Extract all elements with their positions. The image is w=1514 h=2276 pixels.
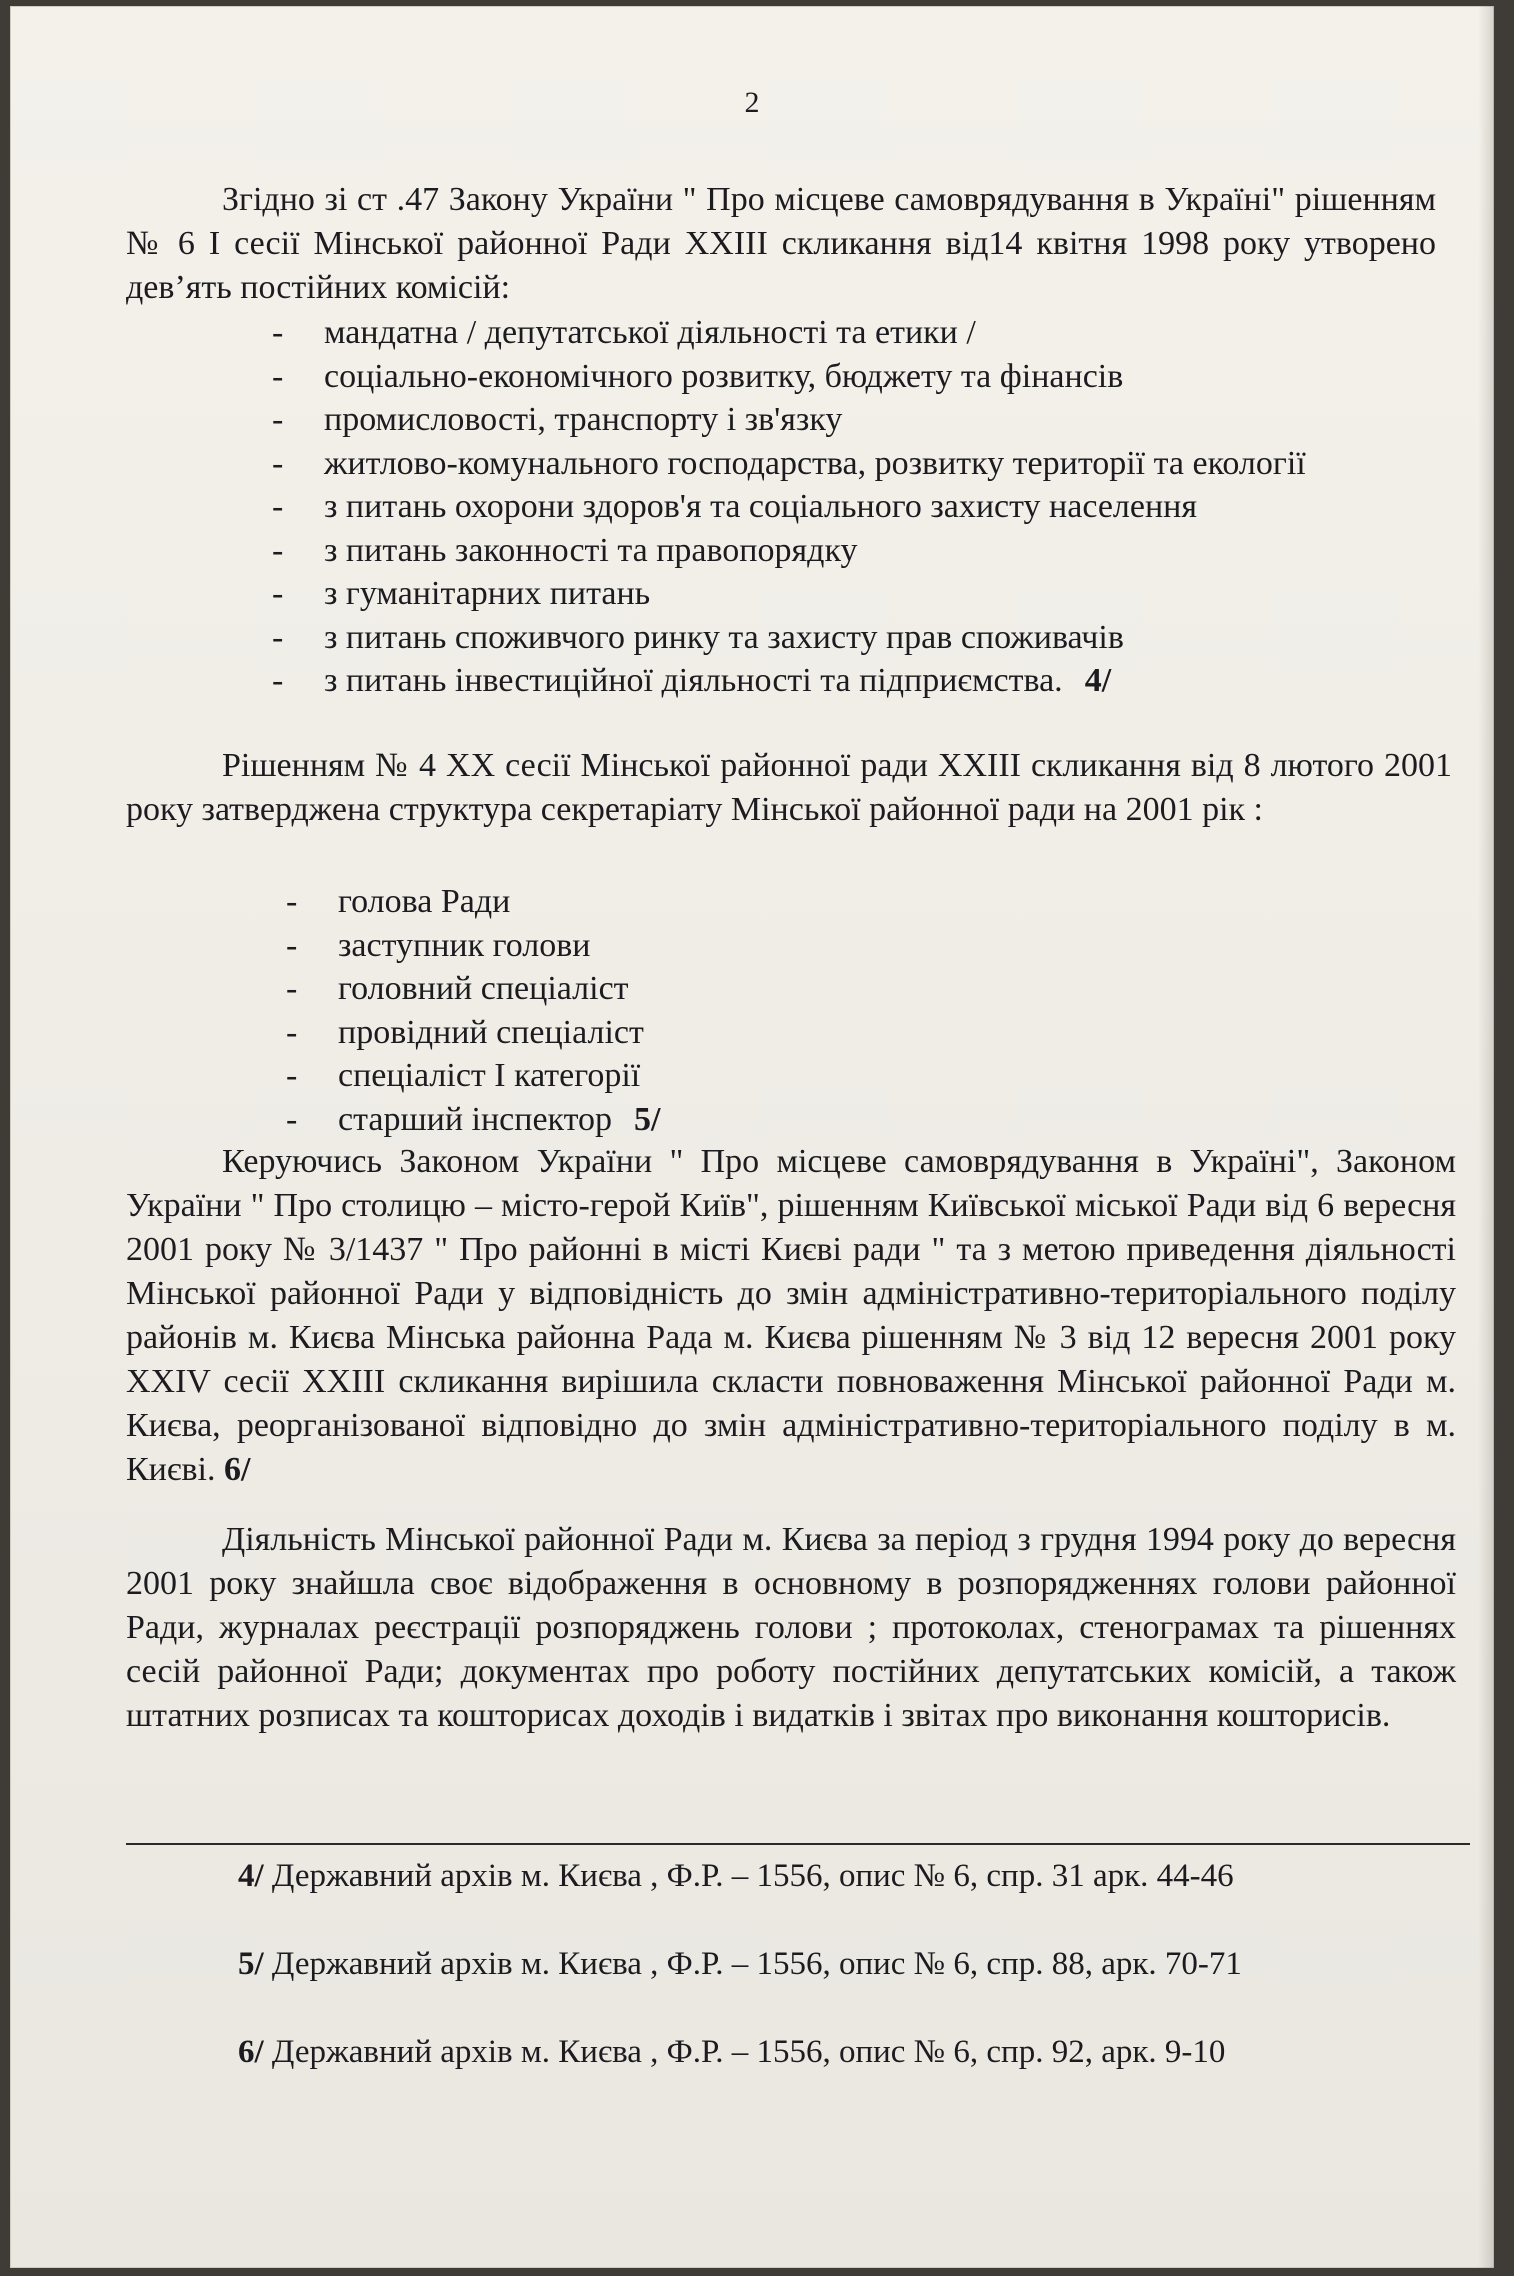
- dash-marker: -: [286, 1057, 298, 1094]
- dash-marker: -: [272, 357, 284, 395]
- footnote-ref: 4/: [238, 1858, 264, 1894]
- list-item-text: заступник голови: [338, 926, 591, 964]
- list-item-text: мандатна / депутатської діяльності та етики /: [324, 314, 976, 351]
- list-item: [272, 442, 1422, 486]
- list-item: [272, 398, 1422, 442]
- footnote-ref: 5/: [634, 1100, 661, 1138]
- list-item-text: з питань охорони здоров'я та соціального захисту населення: [324, 488, 1198, 525]
- list-item-text: з питань споживчого ринку та захисту прав споживачів: [324, 618, 1124, 656]
- footnote-6: [238, 2032, 1225, 2072]
- dash-marker: -: [272, 488, 284, 525]
- footnote-text: Державний архів м. Києва , Ф.Р. – 1556, опис № 6, спр. 88, арк. 70-71: [271, 1946, 1242, 1982]
- list-item-text: соціально-економічного розвитку, бюджету та фінансів: [324, 357, 1124, 395]
- list-item-text: з питань законності та правопорядку: [324, 531, 858, 569]
- dash-marker: -: [286, 970, 298, 1007]
- footnote-ref-6: 6/: [223, 1451, 251, 1488]
- list-item-text: житлово-комунального господарства, розвитку території та екології: [324, 444, 1306, 482]
- list-item-text: голова Ради: [338, 883, 511, 920]
- list-item: [272, 485, 1422, 529]
- secretariat-list: [286, 880, 1186, 1141]
- commissions-list: [272, 311, 1422, 703]
- list-item: [286, 1011, 1186, 1055]
- footnote-ref: 4/: [1084, 662, 1112, 699]
- paragraph-secretariat-intro: [126, 744, 1452, 832]
- dash-marker: -: [272, 531, 284, 569]
- list-item-text: з питань інвестиційної діяльності та підприємства.: [324, 662, 1063, 699]
- dash-marker: -: [286, 1013, 298, 1051]
- footnote-text: Державний архів м. Києва , Ф.Р. – 1556, опис № 6, спр. 92, арк. 9-10: [271, 2034, 1226, 2070]
- page-number: 2: [744, 86, 760, 119]
- footnote-text: Державний архів м. Києва , Ф.Р. – 1556, опис № 6, спр. 31 арк. 44-46: [271, 1858, 1234, 1894]
- list-item: [272, 659, 1422, 703]
- list-item: [272, 529, 1422, 573]
- list-item: [286, 924, 1186, 968]
- paragraph-text: Рішенням № 4 ХХ сесії Мінської районної ради ХХІІІ скликання від 8 лютого 2001 року затверджена структура секретаріату Мінської районної ради на 2001 рік :: [126, 747, 1452, 828]
- dash-marker: -: [272, 575, 284, 612]
- paragraph-text: Діяльність Мінської районної Ради м. Києва за період з грудня 1994 року до вересня 2001 року знайшла своє відображення в основному в розпорядженнях голови районної Ради, журналах реєстрації розпоряджень голови ; протоколах, стенограмах та рішеннях сесій районної Ради; документах про роботу постійних депутатських комісій, а також штатних розписах та кошторисах доходів і видатків і звітах про виконання кошторисів.: [126, 1521, 1456, 1734]
- paragraph-text: Згідно зі ст .47 Закону України " Про місцеве самоврядування в Україні" рішенням № 6 І сесії Мінської районної Ради ХХІІІ скликання від14 квітня 1998 року утворено дев’ять постійних комісій:: [126, 181, 1436, 306]
- paragraph-text: [126, 1140, 1456, 1492]
- list-item-text: промисловості, транспорту і зв'язку: [324, 401, 843, 438]
- list-item: [272, 311, 1422, 355]
- dash-marker: -: [286, 926, 298, 964]
- list-item: [272, 616, 1422, 660]
- dash-marker: -: [272, 401, 284, 438]
- dash-marker: -: [272, 444, 284, 482]
- list-item-text: з гуманітарних питань: [324, 575, 651, 612]
- footnote-separator: [126, 1843, 1470, 1845]
- paragraph-commissions-intro: [126, 178, 1436, 310]
- dash-marker: -: [286, 1100, 298, 1138]
- footnote-ref: 6/: [238, 2034, 264, 2070]
- list-item-text: спеціаліст І категорії: [338, 1057, 641, 1094]
- list-item: [286, 967, 1186, 1011]
- list-item: [286, 880, 1186, 924]
- footnote-5: [238, 1944, 1242, 1984]
- dash-marker: -: [272, 618, 284, 656]
- paragraph-body: Керуючись Законом України " Про місцеве самоврядування в Україні", Законом України " Про столицю – місто-герой Київ", рішенням Київської міської Ради від 6 вересня 2001 року № 3/1437 " Про районні в місті Києві ради " та з метою приведення діяльності Мінської районної Ради у відповідність до змін адміністративно-територіального поділу районів м. Києва Мінська районна Рада м. Києва рішенням № 3 від 12 вересня 2001 року ХХІV сесії ХХІІІ скликання вирішила скласти повноваження Мінської районної Ради м. Києва, реорганізованої відповідно до змін адміністративно-територіального поділу в м. Києві.: [126, 1143, 1456, 1488]
- dash-marker: -: [272, 662, 284, 699]
- list-item: [286, 1054, 1186, 1098]
- dash-marker: -: [272, 314, 284, 351]
- page-edge-shadow: [1478, 6, 1494, 2268]
- document-page: [10, 6, 1494, 2268]
- list-item-text: провідний спеціаліст: [338, 1013, 644, 1051]
- paragraph-activity: [126, 1518, 1456, 1738]
- list-item-text: старший інспектор: [338, 1100, 613, 1138]
- list-item: [272, 572, 1422, 616]
- list-item-text: головний спеціаліст: [338, 970, 629, 1007]
- footnote-ref: 5/: [238, 1946, 264, 1982]
- paragraph-reorganization: [126, 1140, 1456, 1492]
- footnote-4: [238, 1856, 1234, 1896]
- list-item: [286, 1098, 1186, 1142]
- dash-marker: -: [286, 883, 298, 920]
- list-item: [272, 355, 1422, 399]
